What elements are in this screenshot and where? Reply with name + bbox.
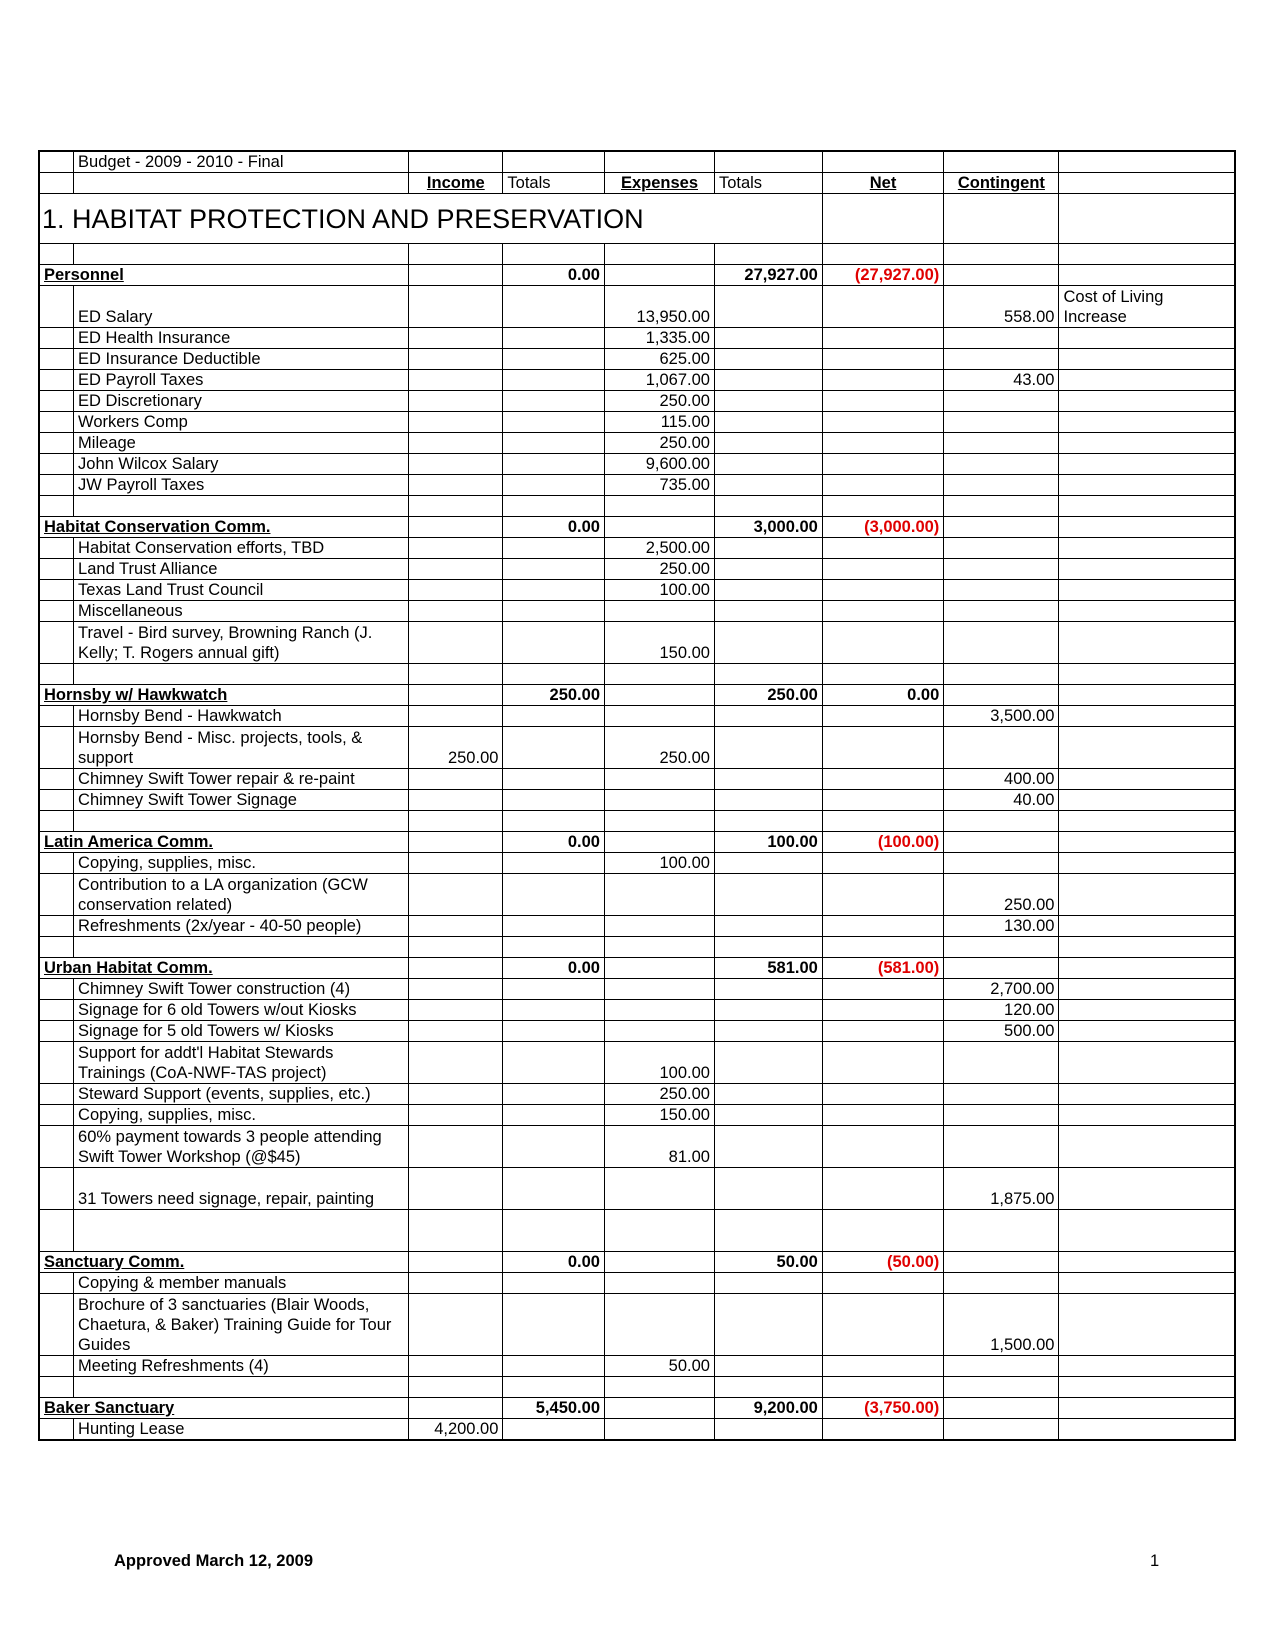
- net-value: (50.00): [822, 1252, 943, 1273]
- income-total: 0.00: [503, 832, 605, 853]
- line-item-label: 31 Towers need signage, repair, painting: [74, 1168, 409, 1210]
- line-item-label: Meeting Refreshments (4): [74, 1356, 409, 1377]
- income-total: 0.00: [503, 1252, 605, 1273]
- contingent-value: 400.00: [944, 769, 1059, 790]
- line-item-label: Chimney Swift Tower construction (4): [74, 979, 409, 1000]
- expense-value: 250.00: [605, 433, 715, 454]
- line-item-label: Copying & member manuals: [74, 1273, 409, 1294]
- expense-value: 115.00: [605, 412, 715, 433]
- expense-total: 3,000.00: [714, 517, 822, 538]
- expense-value: 81.00: [605, 1126, 715, 1168]
- expense-total: 100.00: [714, 832, 822, 853]
- line-item-label: ED Payroll Taxes: [74, 370, 409, 391]
- line-item-label: Workers Comp: [74, 412, 409, 433]
- line-item-label: Mileage: [74, 433, 409, 454]
- line-item-row: [39, 979, 1235, 1000]
- income-totals-header: Totals: [503, 173, 605, 194]
- expense-value: 250.00: [605, 391, 715, 412]
- line-item-row: [39, 580, 1235, 601]
- expense-total: 9,200.00: [714, 1398, 822, 1419]
- category-row: [39, 265, 1235, 286]
- expense-value: 1,335.00: [605, 328, 715, 349]
- budget-table: [38, 150, 1236, 1441]
- net-value: 0.00: [822, 685, 943, 706]
- contingent-value: 500.00: [944, 1021, 1059, 1042]
- line-item-label: ED Salary: [74, 286, 409, 328]
- expense-value: 100.00: [605, 1042, 715, 1084]
- line-item-label: Hornsby Bend - Hawkwatch: [74, 706, 409, 727]
- expense-value: 13,950.00: [605, 286, 715, 328]
- income-total: 0.00: [503, 265, 605, 286]
- page-number: 1: [1150, 1552, 1160, 1570]
- line-item-row: [39, 454, 1235, 475]
- line-item-label: Signage for 6 old Towers w/out Kiosks: [74, 1000, 409, 1021]
- expense-value: 625.00: [605, 349, 715, 370]
- line-item-label: Refreshments (2x/year - 40-50 people): [74, 916, 409, 937]
- line-item-label: Texas Land Trust Council: [74, 580, 409, 601]
- line-item-row: [39, 538, 1235, 559]
- line-item-row: [39, 706, 1235, 727]
- expense-value: 100.00: [605, 853, 715, 874]
- contingent-header: Contingent: [944, 173, 1059, 194]
- column-header-row: [39, 173, 1235, 194]
- line-item-row: [39, 1126, 1235, 1168]
- contingent-value: 558.00: [944, 286, 1059, 328]
- contingent-value: 130.00: [944, 916, 1059, 937]
- expenses-header: Expenses: [605, 173, 715, 194]
- net-value: (3,750.00): [822, 1398, 943, 1419]
- line-item-label: JW Payroll Taxes: [74, 475, 409, 496]
- expense-value: 150.00: [605, 1105, 715, 1126]
- category-label: Baker Sanctuary: [39, 1398, 409, 1419]
- category-label: Personnel: [39, 265, 409, 286]
- line-item-label: Steward Support (events, supplies, etc.): [74, 1084, 409, 1105]
- line-item-row: [39, 1105, 1235, 1126]
- contingent-value: 43.00: [944, 370, 1059, 391]
- line-item-row: [39, 622, 1235, 664]
- net-value: (3,000.00): [822, 517, 943, 538]
- line-item-row: [39, 1084, 1235, 1105]
- expense-value: 250.00: [605, 1084, 715, 1105]
- line-item-label: Chimney Swift Tower Signage: [74, 790, 409, 811]
- line-item-row: [39, 790, 1235, 811]
- line-item-row: [39, 349, 1235, 370]
- budget-title: Budget - 2009 - 2010 - Final: [74, 151, 409, 173]
- line-item-label: Hornsby Bend - Misc. projects, tools, & support: [74, 727, 409, 769]
- line-item-label: Travel - Bird survey, Browning Ranch (J. Kelly; T. Rogers annual gift): [74, 622, 409, 664]
- category-row: [39, 685, 1235, 706]
- blank-row: [39, 937, 1235, 958]
- blank-row: [39, 496, 1235, 517]
- line-item-label: Habitat Conservation efforts, TBD: [74, 538, 409, 559]
- net-value: (100.00): [822, 832, 943, 853]
- blank-row: [39, 1377, 1235, 1398]
- blank-row: [39, 244, 1235, 265]
- line-item-label: Support for addt'l Habitat Stewards Trainings (CoA-NWF-TAS project): [74, 1042, 409, 1084]
- line-item-label: ED Insurance Deductible: [74, 349, 409, 370]
- line-item-row: [39, 1168, 1235, 1210]
- expense-value: 735.00: [605, 475, 715, 496]
- line-item-row: [39, 916, 1235, 937]
- contingent-value: 1,500.00: [944, 1294, 1059, 1356]
- category-label: Sanctuary Comm.: [39, 1252, 409, 1273]
- line-item-row: [39, 412, 1235, 433]
- line-item-label: ED Discretionary: [74, 391, 409, 412]
- expense-total: 581.00: [714, 958, 822, 979]
- line-item-row: [39, 559, 1235, 580]
- line-item-label: Copying, supplies, misc.: [74, 1105, 409, 1126]
- line-item-label: 60% payment towards 3 people attending Swift Tower Workshop (@$45): [74, 1126, 409, 1168]
- contingent-value: 250.00: [944, 874, 1059, 916]
- contingent-value: 40.00: [944, 790, 1059, 811]
- line-item-row: [39, 1356, 1235, 1377]
- line-item-label: Copying, supplies, misc.: [74, 853, 409, 874]
- line-item-label: Land Trust Alliance: [74, 559, 409, 580]
- line-item-row: [39, 1000, 1235, 1021]
- approval-note: Approved March 12, 2009: [114, 1552, 313, 1570]
- expense-value: 1,067.00: [605, 370, 715, 391]
- contingent-value: 120.00: [944, 1000, 1059, 1021]
- expense-value: 150.00: [605, 622, 715, 664]
- expense-total: 250.00: [714, 685, 822, 706]
- category-label: Latin America Comm.: [39, 832, 409, 853]
- line-item-label: Signage for 5 old Towers w/ Kiosks: [74, 1021, 409, 1042]
- contingent-value: 3,500.00: [944, 706, 1059, 727]
- income-value: 4,200.00: [409, 1419, 503, 1441]
- income-total: 0.00: [503, 958, 605, 979]
- net-value: (581.00): [822, 958, 943, 979]
- line-item-row: [39, 874, 1235, 916]
- expense-totals-header: Totals: [714, 173, 822, 194]
- expense-value: 100.00: [605, 580, 715, 601]
- section-title: 1. HABITAT PROTECTION AND PRESERVATION: [39, 194, 822, 244]
- blank-row: [39, 811, 1235, 832]
- contingent-value: 1,875.00: [944, 1168, 1059, 1210]
- category-row: [39, 832, 1235, 853]
- line-item-row: [39, 1042, 1235, 1084]
- income-total: 5,450.00: [503, 1398, 605, 1419]
- line-item-row: [39, 433, 1235, 454]
- income-total: 0.00: [503, 517, 605, 538]
- line-item-row: [39, 769, 1235, 790]
- line-item-label: ED Health Insurance: [74, 328, 409, 349]
- income-value: 250.00: [409, 727, 503, 769]
- line-item-row: [39, 601, 1235, 622]
- line-item-label: Brochure of 3 sanctuaries (Blair Woods, Chaetura, & Baker) Training Guide for Tour Guides: [74, 1294, 409, 1356]
- title-row: [39, 151, 1235, 173]
- line-item-label: Chimney Swift Tower repair & re-paint: [74, 769, 409, 790]
- contingent-value: 2,700.00: [944, 979, 1059, 1000]
- expense-value: 9,600.00: [605, 454, 715, 475]
- line-item-row: [39, 1419, 1235, 1441]
- net-header: Net: [822, 173, 943, 194]
- line-item-row: [39, 727, 1235, 769]
- blank-row: [39, 664, 1235, 685]
- note-text: Cost of Living Increase: [1059, 286, 1235, 328]
- line-item-row: [39, 286, 1235, 328]
- expense-value: 250.00: [605, 727, 715, 769]
- line-item-label: John Wilcox Salary: [74, 454, 409, 475]
- line-item-row: [39, 853, 1235, 874]
- category-row: [39, 517, 1235, 538]
- category-row: [39, 1398, 1235, 1419]
- expense-value: 50.00: [605, 1356, 715, 1377]
- line-item-label: Hunting Lease: [74, 1419, 409, 1441]
- income-header: Income: [409, 173, 503, 194]
- category-row: [39, 958, 1235, 979]
- line-item-row: [39, 1273, 1235, 1294]
- line-item-row: [39, 1021, 1235, 1042]
- expense-total: 27,927.00: [714, 265, 822, 286]
- expense-value: 250.00: [605, 559, 715, 580]
- net-value: (27,927.00): [822, 265, 943, 286]
- line-item-label: Contribution to a LA organization (GCW conservation related): [74, 874, 409, 916]
- line-item-row: [39, 391, 1235, 412]
- line-item-row: [39, 328, 1235, 349]
- category-label: Hornsby w/ Hawkwatch: [39, 685, 409, 706]
- income-total: 250.00: [503, 685, 605, 706]
- section-title-row: [39, 194, 1235, 244]
- line-item-row: [39, 1294, 1235, 1356]
- expense-total: 50.00: [714, 1252, 822, 1273]
- blank-row: [39, 1210, 1235, 1252]
- category-row: [39, 1252, 1235, 1273]
- line-item-label: Miscellaneous: [74, 601, 409, 622]
- expense-value: 2,500.00: [605, 538, 715, 559]
- category-label: Habitat Conservation Comm.: [39, 517, 409, 538]
- line-item-row: [39, 475, 1235, 496]
- category-label: Urban Habitat Comm.: [39, 958, 409, 979]
- line-item-row: [39, 370, 1235, 391]
